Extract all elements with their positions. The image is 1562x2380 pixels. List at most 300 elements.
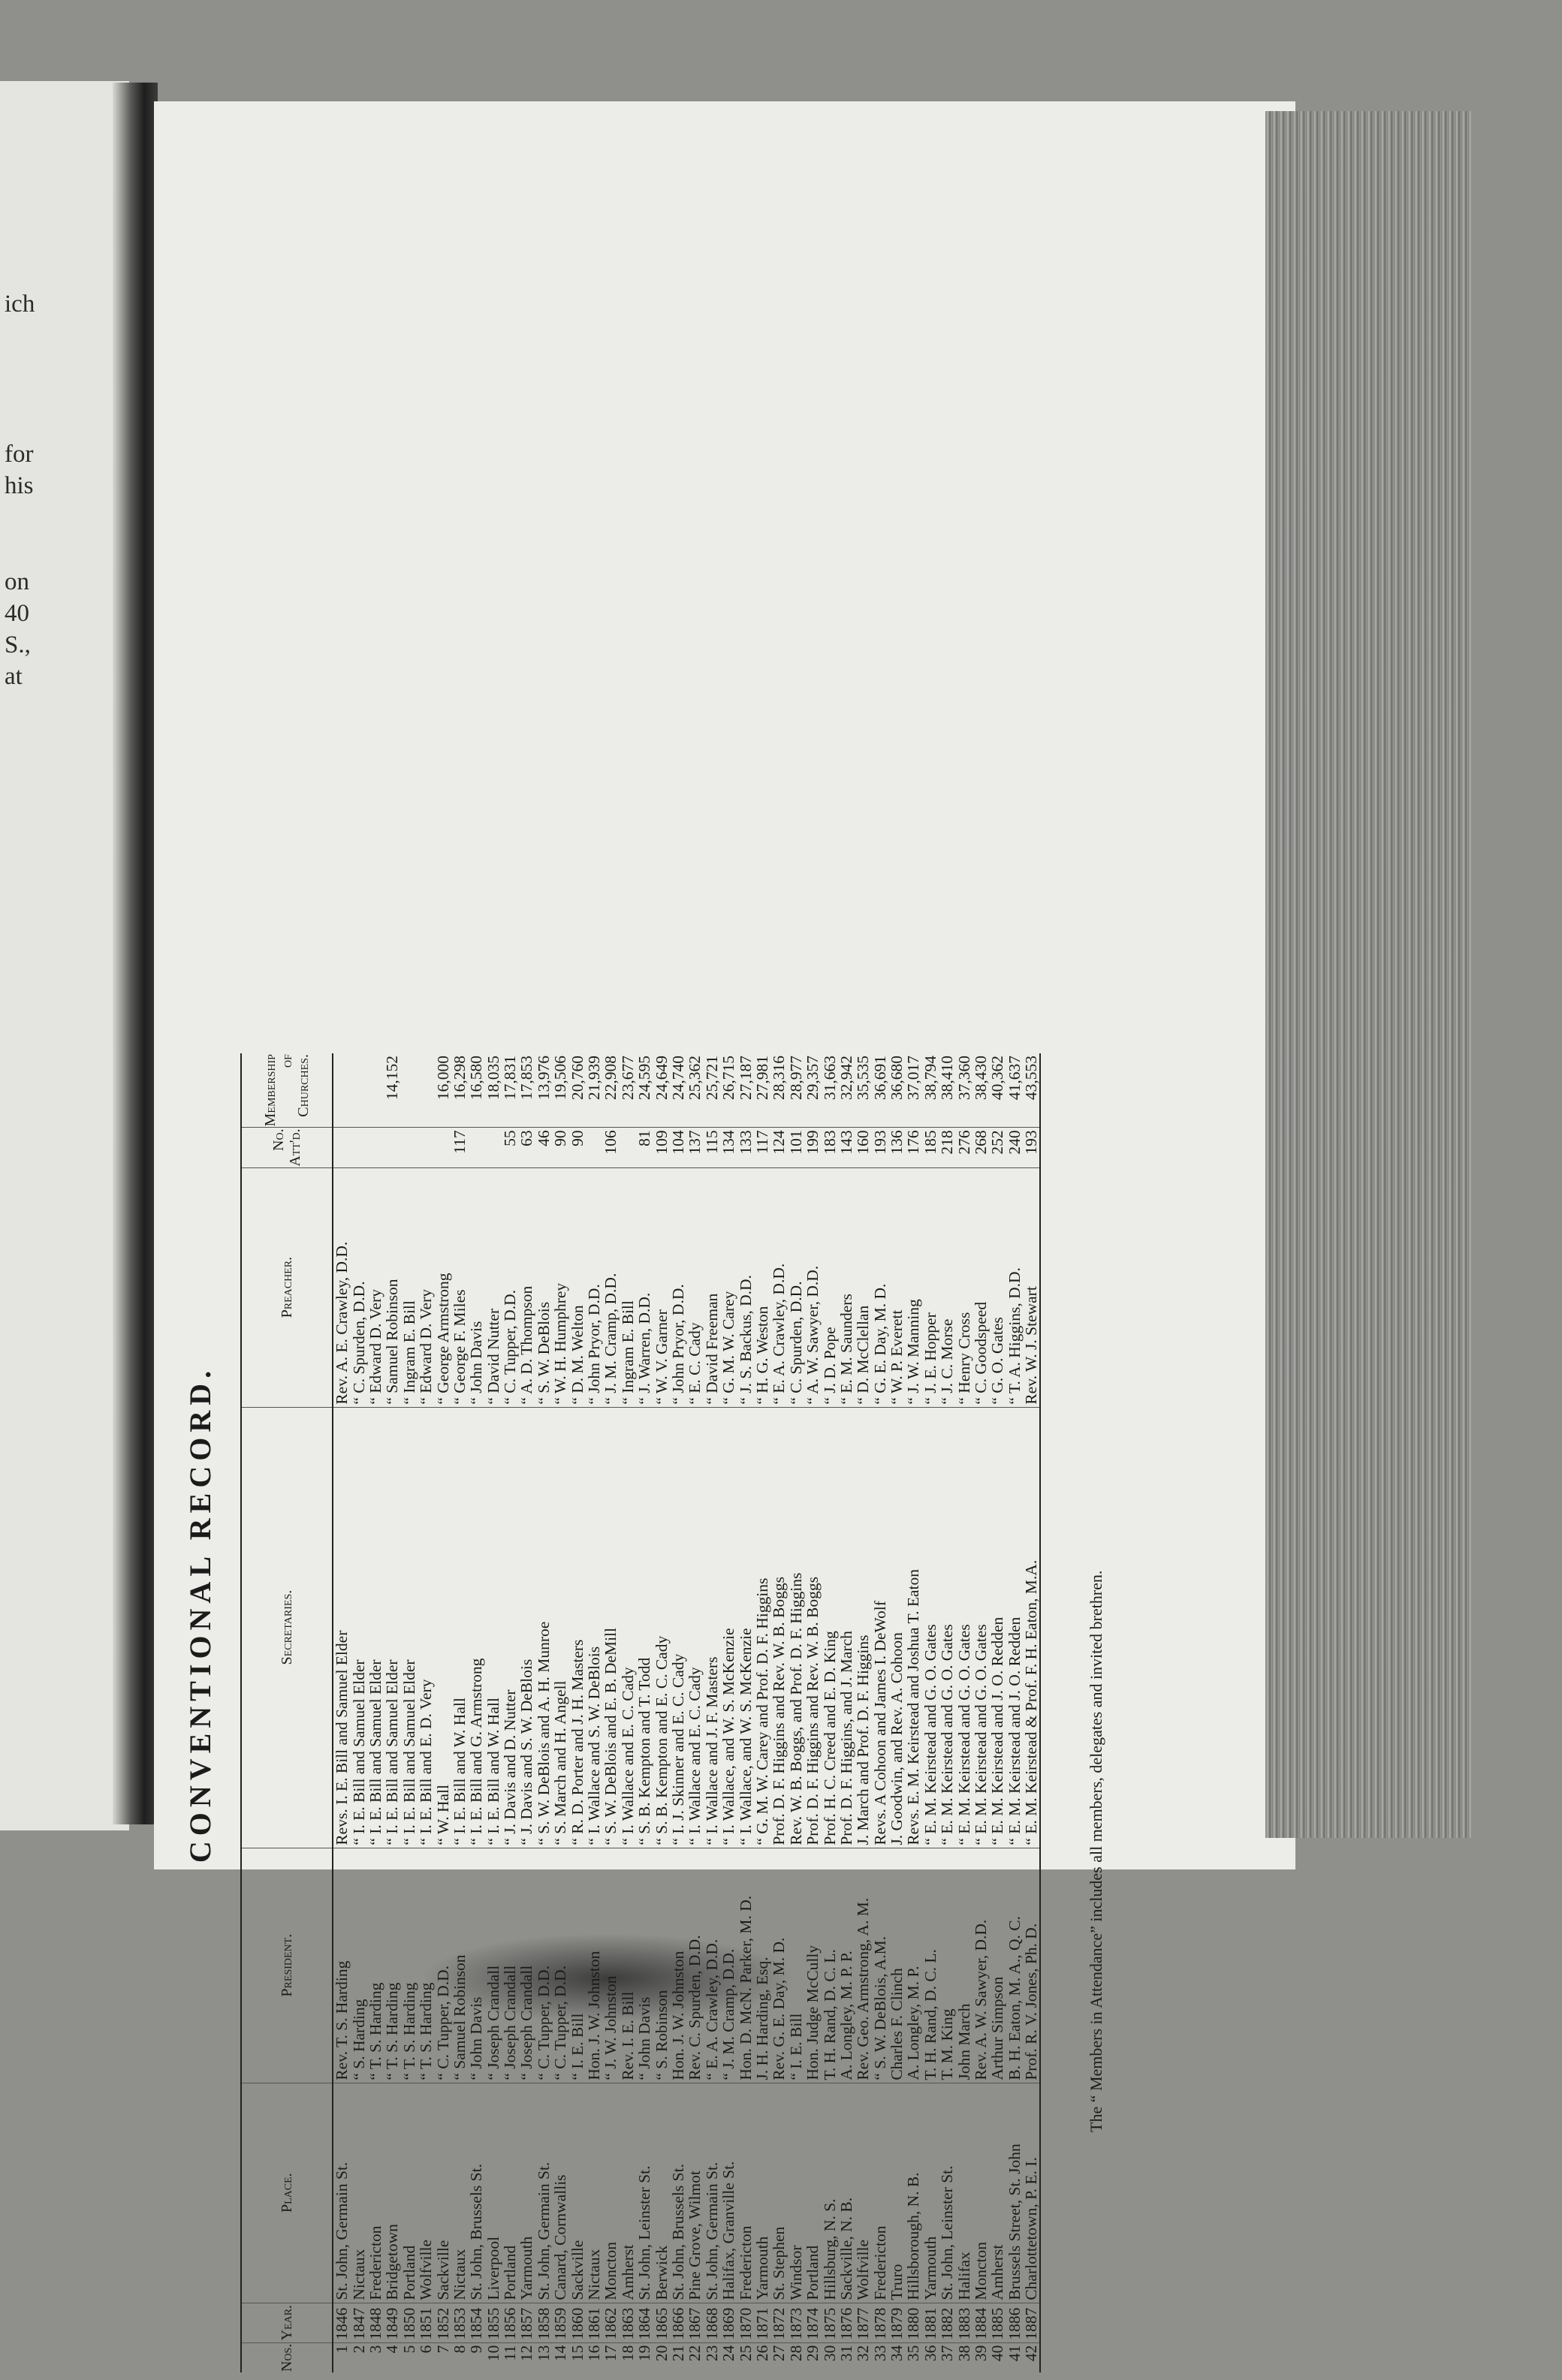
cell-secretaries: “ E. M. Keirstead & Prof. F. H. Eaton, M.A. xyxy=(1023,1407,1040,1848)
table-row xyxy=(788,1053,804,2372)
table-row xyxy=(872,1053,888,2372)
cell-secretaries: J. Goodwin, and Rev. A. Cohoon xyxy=(888,1407,905,1848)
cell-membership: 25,721 xyxy=(704,1053,720,1128)
cell-secretaries: “ R. D. Porter and J. H. Masters xyxy=(568,1407,585,1848)
cell-president: A. Longley, M. P. P. xyxy=(838,1848,855,2083)
cell-attendance: 55 xyxy=(502,1128,518,1167)
cell-attendance: 183 xyxy=(821,1128,837,1167)
cell-secretaries: “ I. Wallace and S. W. DeBlois xyxy=(586,1407,602,1848)
cell-no: 11 xyxy=(501,2345,520,2361)
cell-membership xyxy=(367,1053,384,1128)
cell-secretaries: “ S. March and H. Angell xyxy=(552,1407,568,1848)
cell-attendance xyxy=(367,1128,384,1167)
cell-membership: 26,715 xyxy=(720,1053,737,1128)
cell-place: Moncton xyxy=(602,2083,619,2303)
cell-membership: 17,831 xyxy=(502,1053,518,1128)
table-row xyxy=(485,1053,502,2372)
cell-president: J. H. Harding, Esq. xyxy=(754,1848,770,2083)
cell-no: 13 xyxy=(534,2345,553,2362)
cell-year: 1886 xyxy=(1006,2303,1023,2342)
cell-no: 41 xyxy=(1005,2345,1024,2362)
cell-no: 27 xyxy=(770,2345,789,2362)
cell-membership: 38,410 xyxy=(939,1053,955,1128)
cell-no: 37 xyxy=(938,2345,957,2362)
cell-preacher: Rev. A. E. Crawley, D.D. xyxy=(333,1167,350,1407)
cell-president: T. H. Rand, D. C. L. xyxy=(922,1848,939,2083)
cell-year: 1882 xyxy=(939,2303,955,2342)
left-page-fragment: at xyxy=(5,663,23,690)
cell-preacher: “ C. Spurden, D.D. xyxy=(788,1167,804,1407)
cell-place: Pine Grove, Wilmot xyxy=(686,2083,703,2303)
cell-president: Rev. T. S. Harding xyxy=(333,1848,350,2083)
cell-membership: 24,649 xyxy=(653,1053,669,1128)
cell-year: 1855 xyxy=(485,2303,502,2342)
cell-attendance: 104 xyxy=(670,1128,686,1167)
cell-president: “ J. W. Johnston xyxy=(602,1848,619,2083)
cell-attendance: 160 xyxy=(855,1128,871,1167)
cell-president: Prof. R. V. Jones, Ph. D. xyxy=(1023,1848,1040,2083)
cell-no: 24 xyxy=(719,2345,738,2362)
cell-president: T. H. Rand, D. C. L. xyxy=(821,1848,837,2083)
cell-place: Bridgetown xyxy=(384,2083,400,2303)
cell-year: 1866 xyxy=(670,2303,686,2342)
cell-attendance: 240 xyxy=(1006,1128,1023,1167)
cell-place: St. John, Germain St. xyxy=(535,2083,552,2303)
cell-preacher: “ G. M. W. Carey xyxy=(720,1167,737,1407)
cell-president: “ T. S. Harding xyxy=(367,1848,384,2083)
cell-secretaries: “ I. Wallace, and W. S. McKenzie xyxy=(720,1407,737,1848)
cell-attendance xyxy=(586,1128,602,1167)
cell-preacher: “ C. Spurden, D.D. xyxy=(350,1167,366,1407)
cell-membership: 21,939 xyxy=(586,1053,602,1128)
cell-president: “ C. Tupper, D.D. xyxy=(434,1848,451,2083)
cell-year: 1852 xyxy=(434,2303,451,2342)
cell-preacher: “ Ingram E. Bill xyxy=(620,1167,636,1407)
cell-place: Portland xyxy=(804,2083,821,2303)
left-page-fragment: his xyxy=(5,472,34,499)
cell-president: Arthur Simpson xyxy=(989,1848,1006,2083)
cell-attendance: 136 xyxy=(888,1128,905,1167)
cell-year: 1865 xyxy=(653,2303,669,2342)
cell-president: A. Longley, M. P. xyxy=(905,1848,921,2083)
cell-secretaries: “ I. Wallace and E. C. Cady xyxy=(686,1407,703,1848)
cell-preacher: “ G. E. Day, M. D. xyxy=(872,1167,888,1407)
cell-membership: 20,760 xyxy=(568,1053,585,1128)
cell-place: Sackville, N. B. xyxy=(838,2083,855,2303)
table-row xyxy=(350,1053,366,2372)
cell-year: 1859 xyxy=(552,2303,568,2342)
cell-membership: 16,298 xyxy=(451,1053,468,1128)
cell-secretaries: Revs. A Cohoon and James I. DeWolf xyxy=(872,1407,888,1848)
cell-membership: 13,976 xyxy=(535,1053,552,1128)
cell-no: 33 xyxy=(870,2345,889,2362)
cell-attendance: 199 xyxy=(804,1128,821,1167)
cell-president: Hon. D. McN. Parker, M. D. xyxy=(737,1848,753,2083)
table-row xyxy=(888,1053,905,2372)
table-row xyxy=(939,1053,955,2372)
cell-no: 15 xyxy=(568,2345,587,2362)
cell-place: St. John, Brussels St. xyxy=(468,2083,484,2303)
table-row xyxy=(804,1053,821,2372)
cell-place: Halifax xyxy=(955,2083,972,2303)
cell-preacher: “ J. E. Hopper xyxy=(922,1167,939,1407)
cell-place: Portland xyxy=(502,2083,518,2303)
cell-membership: 35,535 xyxy=(855,1053,871,1128)
cell-preacher: “ T. A. Higgins, D.D. xyxy=(1006,1167,1023,1407)
cell-attendance: 124 xyxy=(770,1128,787,1167)
cell-secretaries: “ I. E. Bill and G. Armstrong xyxy=(468,1407,484,1848)
cell-preacher: “ George F. Miles xyxy=(451,1167,468,1407)
cell-year: 1867 xyxy=(686,2303,703,2342)
cell-president: “ Joseph Crandall xyxy=(502,1848,518,2083)
cell-preacher: “ J. D. Pope xyxy=(821,1167,837,1407)
cell-no: 22 xyxy=(686,2345,704,2362)
cell-secretaries: “ E. M. Keirstead and G. O. Gates xyxy=(939,1407,955,1848)
cell-year: 1847 xyxy=(350,2303,366,2342)
cell-membership: 27,981 xyxy=(754,1053,770,1128)
cell-secretaries: “ E. M. Keirstead and J. O. Redden xyxy=(989,1407,1006,1848)
cell-place: St. Stephen xyxy=(770,2083,787,2303)
cell-year: 1872 xyxy=(770,2303,787,2342)
cell-president: “ John Davis xyxy=(468,1848,484,2083)
cell-no: 21 xyxy=(669,2345,687,2362)
cell-president: “ S. Robinson xyxy=(653,1848,669,2083)
cell-president: T. M. King xyxy=(939,1848,955,2083)
cell-no: 14 xyxy=(551,2345,570,2362)
cell-secretaries: Revs. I. E. Bill and Samuel Elder xyxy=(333,1407,350,1848)
cell-year: 1879 xyxy=(888,2303,905,2342)
cell-preacher: “ G. O. Gates xyxy=(989,1167,1006,1407)
table-row xyxy=(770,1053,787,2372)
cell-no: 32 xyxy=(854,2345,873,2362)
cell-secretaries: “ S. W. DeBlois and A. H. Munroe xyxy=(535,1407,552,1848)
cell-attendance: 218 xyxy=(939,1128,955,1167)
cell-secretaries: “ W. Hall xyxy=(434,1407,451,1848)
cell-secretaries: “ I. E. Bill and Samuel Elder xyxy=(350,1407,366,1848)
cell-preacher: “ E. C. Cady xyxy=(686,1167,703,1407)
table-row xyxy=(855,1053,871,2372)
cell-membership: 19,506 xyxy=(552,1053,568,1128)
left-page-fragment: on xyxy=(5,568,29,595)
cell-membership xyxy=(333,1053,350,1128)
page-title: CONVENTIONAL RECORD. xyxy=(183,1365,217,1863)
cell-membership: 37,360 xyxy=(955,1053,972,1128)
cell-membership: 14,152 xyxy=(384,1053,400,1128)
cell-no: 25 xyxy=(736,2345,755,2362)
cell-place: Brussels Street, St. John xyxy=(1006,2083,1023,2303)
cell-no: 42 xyxy=(1023,2342,1040,2372)
cell-president: “ John Davis xyxy=(636,1848,653,2083)
table-row xyxy=(704,1053,720,2372)
cell-attendance: 117 xyxy=(754,1128,770,1167)
cell-preacher: “ Edward D. Very xyxy=(418,1167,434,1407)
cell-preacher: “ Henry Cross xyxy=(955,1167,972,1407)
table-row xyxy=(518,1053,535,2372)
cell-preacher: “ J. Warren, D.D. xyxy=(636,1167,653,1407)
cell-year: 1881 xyxy=(922,2303,939,2342)
cell-president: B. H. Eaton, M. A., Q. C. xyxy=(1006,1848,1023,2083)
table-row xyxy=(333,1053,350,2372)
cell-attendance xyxy=(384,1128,400,1167)
table-row xyxy=(653,1053,669,2372)
col-header-president: President. xyxy=(241,1848,333,2083)
cell-president: John March xyxy=(955,1848,972,2083)
cell-place: Berwick xyxy=(653,2083,669,2303)
cell-membership xyxy=(401,1053,418,1128)
cell-place: St. John, Germain St. xyxy=(333,2083,350,2303)
col-header-nos: Nos. xyxy=(241,2342,333,2372)
cell-attendance xyxy=(333,1128,350,1167)
cell-no: 8 xyxy=(450,2345,469,2354)
cell-place: St. John, Leinster St. xyxy=(939,2083,955,2303)
table-row xyxy=(972,1053,989,2372)
table-row xyxy=(905,1053,921,2372)
cell-no: 35 xyxy=(904,2345,923,2362)
cell-president: “ C. Tupper, D.D. xyxy=(552,1848,568,2083)
cell-preacher: “ J. C. Morse xyxy=(939,1167,955,1407)
cell-place: Liverpool xyxy=(485,2083,502,2303)
cell-membership: 37,017 xyxy=(905,1053,921,1128)
cell-year: 1878 xyxy=(872,2303,888,2342)
table-row xyxy=(989,1053,1006,2372)
cell-preacher: “ C. Tupper, D.D. xyxy=(502,1167,518,1407)
cell-attendance: 193 xyxy=(1023,1128,1040,1167)
cell-secretaries: “ G. M. W. Carey and Prof. D. F. Higgins xyxy=(754,1407,770,1848)
table-row xyxy=(737,1053,753,2372)
cell-place: Fredericton xyxy=(872,2083,888,2303)
cell-no: 10 xyxy=(484,2345,502,2362)
cell-preacher: “ A. W. Sawyer, D.D. xyxy=(804,1167,821,1407)
table-row xyxy=(620,1053,636,2372)
left-page xyxy=(0,81,129,1830)
cell-place: Hillsborough, N. B. xyxy=(905,2083,921,2303)
cell-attendance: 185 xyxy=(922,1128,939,1167)
cell-secretaries: Prof. D. F. Higgins, and J. March xyxy=(838,1407,855,1848)
cell-membership: 28,316 xyxy=(770,1053,787,1128)
cell-year: 1868 xyxy=(704,2303,720,2342)
cell-year: 1846 xyxy=(333,2303,350,2342)
cell-president: “ Samuel Robinson xyxy=(451,1848,468,2083)
table-row xyxy=(821,1053,837,2372)
cell-year: 1884 xyxy=(972,2303,989,2342)
table-row xyxy=(602,1053,619,2372)
cell-place: Wolfville xyxy=(855,2083,871,2303)
cell-attendance: 137 xyxy=(686,1128,703,1167)
cell-president: “ T. S. Harding xyxy=(384,1848,400,2083)
cell-attendance: 90 xyxy=(568,1128,585,1167)
cell-preacher: “ E. M. Saunders xyxy=(838,1167,855,1407)
table-row xyxy=(670,1053,686,2372)
table-row xyxy=(384,1053,400,2372)
table-row xyxy=(955,1053,972,2372)
cell-preacher: “ John Davis xyxy=(468,1167,484,1407)
cell-place: Sackville xyxy=(434,2083,451,2303)
footnote: The “ Members in Attendance” includes all members, delegates and invited brethren. xyxy=(1087,1570,1105,2132)
cell-preacher: “ John Pryor, D.D. xyxy=(586,1167,602,1407)
cell-year: 1851 xyxy=(418,2303,434,2342)
cell-attendance: 117 xyxy=(451,1128,468,1167)
cell-secretaries: “ I. Wallace, and W. S. McKenzie xyxy=(737,1407,753,1848)
cell-year: 1885 xyxy=(989,2303,1006,2342)
cell-president: Rev. G. E. Day, M. D. xyxy=(770,1848,787,2083)
cell-no: 4 xyxy=(383,2345,402,2354)
cell-president: Hon. Judge McCully xyxy=(804,1848,821,2083)
cell-no: 1 xyxy=(333,2345,351,2354)
cell-no: 36 xyxy=(921,2345,939,2362)
cell-membership: 36,680 xyxy=(888,1053,905,1128)
cell-place: Fredericton xyxy=(737,2083,753,2303)
cell-no: 20 xyxy=(652,2345,671,2362)
cell-secretaries: “ I. E. Bill and Samuel Elder xyxy=(367,1407,384,1848)
cell-secretaries: “ I. Wallace and E. C. Cady xyxy=(620,1407,636,1848)
cell-attendance: 106 xyxy=(602,1128,619,1167)
cell-secretaries: “ I. E. Bill and Samuel Elder xyxy=(384,1407,400,1848)
cell-president: Charles F. Clinch xyxy=(888,1848,905,2083)
table-row xyxy=(552,1053,568,2372)
cell-no: 16 xyxy=(585,2345,604,2362)
table-row xyxy=(838,1053,855,2372)
cell-secretaries: “ I. J. Skinner and E. C. Cady xyxy=(670,1407,686,1848)
cell-no: 18 xyxy=(618,2345,637,2362)
cell-president: Rev. A. W. Sawyer, D.D. xyxy=(972,1848,989,2083)
cell-preacher: “ D. M. Welton xyxy=(568,1167,585,1407)
cell-secretaries: Prof. D. F. Higgins and Rev. W. B. Boggs xyxy=(770,1407,787,1848)
cell-year: 1887 xyxy=(1023,2303,1040,2342)
cell-year: 1858 xyxy=(535,2303,552,2342)
cell-preacher: “ David Nutter xyxy=(485,1167,502,1407)
page-edges xyxy=(1265,111,1472,1838)
cell-attendance xyxy=(350,1128,366,1167)
cell-preacher: “ A. D. Thompson xyxy=(518,1167,535,1407)
cell-president: Rev. C. Spurden, D.D. xyxy=(686,1848,703,2083)
cell-secretaries: J. March and Prof. D. F. Higgins xyxy=(855,1407,871,1848)
cell-secretaries: “ S. W. DeBlois and E. B. DeMill xyxy=(602,1407,619,1848)
cell-president: Rev. Geo. Armstrong, A. M. xyxy=(855,1848,871,2083)
cell-place: Yarmouth xyxy=(518,2083,535,2303)
cell-membership: 24,740 xyxy=(670,1053,686,1128)
cell-secretaries: “ I. E. Bill and W. Hall xyxy=(485,1407,502,1848)
cell-year: 1873 xyxy=(788,2303,804,2342)
cell-membership: 36,691 xyxy=(872,1053,888,1128)
cell-place: Amherst xyxy=(989,2083,1006,2303)
cell-no: 3 xyxy=(366,2345,384,2354)
cell-president: Hon. J. W. Johnston xyxy=(586,1848,602,2083)
book-gutter xyxy=(113,83,158,1824)
col-header-membership: Membership of Churches. xyxy=(241,1053,333,1128)
cell-preacher: “ W. V. Garner xyxy=(653,1167,669,1407)
cell-no: 34 xyxy=(888,2345,906,2362)
cell-place: Hillsburg, N. S. xyxy=(821,2083,837,2303)
cell-preacher: “ Edward D. Very xyxy=(367,1167,384,1407)
cell-place: Fredericton xyxy=(367,2083,384,2303)
cell-no: 9 xyxy=(467,2345,486,2354)
header-row xyxy=(241,1053,333,2372)
cell-preacher: “ Ingram E. Bill xyxy=(401,1167,418,1407)
cell-membership: 16,580 xyxy=(468,1053,484,1128)
cell-no: 17 xyxy=(602,2345,620,2362)
cell-secretaries: “ I. Wallace and J. F. Masters xyxy=(704,1407,720,1848)
cell-attendance: 252 xyxy=(989,1128,1006,1167)
cell-president: “ Joseph Crandall xyxy=(518,1848,535,2083)
cell-secretaries: “ E. M. Keirstead and G. O. Gates xyxy=(922,1407,939,1848)
table-row xyxy=(636,1053,653,2372)
rotated-record xyxy=(176,848,1145,2380)
cell-secretaries: “ S. B. Kempton and E. C. Cady xyxy=(653,1407,669,1848)
cell-year: 1853 xyxy=(451,2303,468,2342)
table-row xyxy=(502,1053,518,2372)
cell-preacher: “ W. P. Everett xyxy=(888,1167,905,1407)
cell-secretaries: “ E. M. Keirstead and G. O. Gates xyxy=(955,1407,972,1848)
cell-no: 2 xyxy=(349,2345,368,2354)
cell-place: Halifax, Granville St. xyxy=(720,2083,737,2303)
cell-year: 1870 xyxy=(737,2303,753,2342)
cell-place: St. John, Brussels St. xyxy=(670,2083,686,2303)
cell-president: “ I. E. Bill xyxy=(568,1848,585,2083)
cell-place: Nictaux xyxy=(451,2083,468,2303)
cell-preacher: “ George Armstrong xyxy=(434,1167,451,1407)
cell-year: 1874 xyxy=(804,2303,821,2342)
cell-attendance: 176 xyxy=(905,1128,921,1167)
cell-attendance: 63 xyxy=(518,1128,535,1167)
cell-no: 38 xyxy=(954,2345,973,2362)
cell-no: 19 xyxy=(635,2345,654,2362)
cell-no: 23 xyxy=(702,2345,721,2362)
cell-attendance: 109 xyxy=(653,1128,669,1167)
cell-secretaries: Prof. D. F. Higgins and Rev. W. B. Boggs xyxy=(804,1407,821,1848)
cell-no: 5 xyxy=(400,2345,418,2354)
table-row xyxy=(401,1053,418,2372)
cell-attendance xyxy=(468,1128,484,1167)
cell-president: “ S. W. DeBlois, A.M. xyxy=(872,1848,888,2083)
cell-president: “ E. A. Crawley, D.D. xyxy=(704,1848,720,2083)
cell-year: 1860 xyxy=(568,2303,585,2342)
table-row xyxy=(535,1053,552,2372)
cell-attendance: 268 xyxy=(972,1128,989,1167)
left-page-fragment: for xyxy=(5,441,34,468)
cell-membership: 27,187 xyxy=(737,1053,753,1128)
cell-year: 1857 xyxy=(518,2303,535,2342)
cell-attendance xyxy=(434,1128,451,1167)
left-page-fragment: S., xyxy=(5,631,31,658)
cell-membership: 40,362 xyxy=(989,1053,1006,1128)
cell-membership xyxy=(350,1053,366,1128)
cell-no: 26 xyxy=(752,2345,771,2362)
cell-attendance: 101 xyxy=(788,1128,804,1167)
cell-no: 30 xyxy=(820,2345,839,2362)
cell-secretaries: “ J. Davis and D. Nutter xyxy=(502,1407,518,1848)
cell-membership: 25,362 xyxy=(686,1053,703,1128)
cell-membership: 24,595 xyxy=(636,1053,653,1128)
cell-preacher: “ John Pryor, D.D. xyxy=(670,1167,686,1407)
cell-membership: 43,553 xyxy=(1023,1053,1040,1128)
cell-president: “ T. S. Harding xyxy=(418,1848,434,2083)
cell-preacher: “ J. W. Manning xyxy=(905,1167,921,1407)
cell-president: “ C. Tupper, D.D. xyxy=(535,1848,552,2083)
cell-preacher: “ C. Goodspeed xyxy=(972,1167,989,1407)
cell-year: 1856 xyxy=(502,2303,518,2342)
cell-president: “ I. E. Bill xyxy=(788,1848,804,2083)
cell-president: Hon. J. W. Johnston xyxy=(670,1848,686,2083)
cell-no: 29 xyxy=(804,2345,822,2362)
table-row xyxy=(568,1053,585,2372)
cell-membership: 22,908 xyxy=(602,1053,619,1128)
cell-president: Rev. I. E. Bill xyxy=(620,1848,636,2083)
cell-membership: 32,942 xyxy=(838,1053,855,1128)
col-header-preacher: Preacher. xyxy=(241,1167,333,1407)
cell-preacher: “ D. McClellan xyxy=(855,1167,871,1407)
cell-year: 1850 xyxy=(401,2303,418,2342)
cell-year: 1883 xyxy=(955,2303,972,2342)
